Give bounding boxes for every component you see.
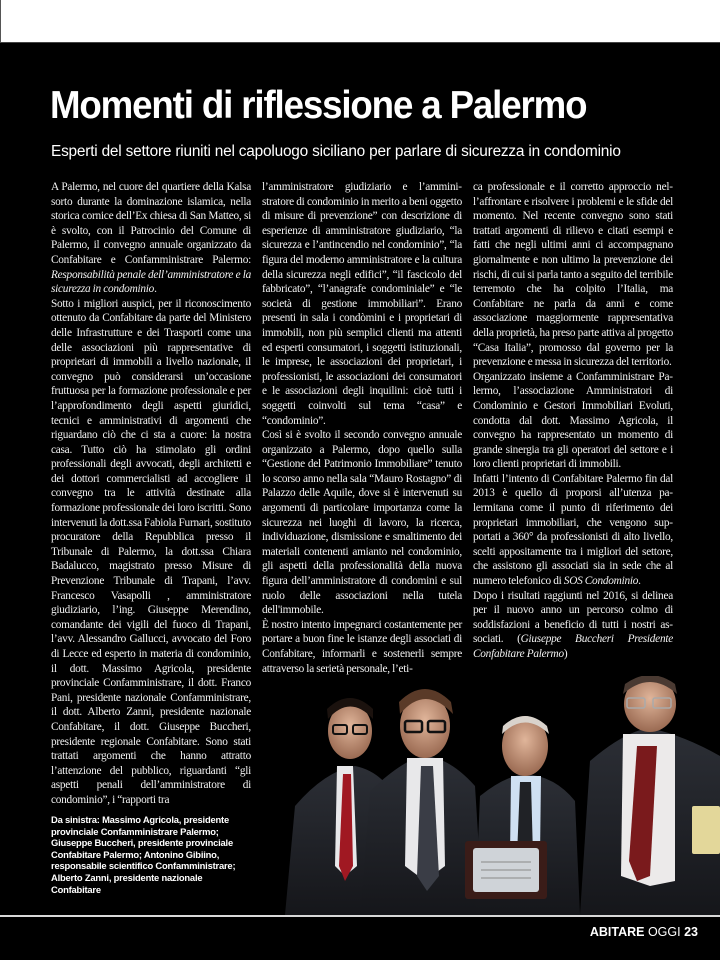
footer-rule: [0, 915, 720, 917]
text-run: .: [154, 283, 157, 296]
article-subtitle: Esperti del settore riuniti nel capoluogo siciliano per parlare di sicurezza in condominio: [51, 143, 621, 160]
top-white-strip: [0, 0, 720, 43]
paragraph: ca professionale e il corretto approccio nell’affrontare e risolvere i problemi e le sfide del momento. Nel recente convegno sono stati trattati argomenti di rilievo e citati esempi e fatti che negli ultimi anni ci accompagnano giornalmente e non ultimo la prevenzione dei rischi, di cui si parla tanto a seguito del terribile terremoto che ha colpito l’Italia, ma Confabitare ne parla da anni e come associazione maggiormente rappresentativa della proprietà, ha preso parte attiva al progetto “Casa Italia”, promosso dal governo per la prevenzione e messa in sicurezza del territorio.: [473, 181, 673, 369]
award-plaque: [465, 841, 547, 899]
italic-title: Responsabilità penale dell’amministratore e la sicurezza in condominio: [51, 268, 251, 296]
paragraph: Sotto i migliori auspici, per il riconoscimento ottenuto da Confabitare da parte del Ministero delle Infrastrutture e dei Trasporti come una delle associazioni più rappresentative di proprietari di immobili a livello nazionale, il convegno può considerarsi un’occasione fruttuosa per la formazione professionale e per l’approfondimento degli aspetti giuridici, tecnici e amministrativi di argomenti che riguardano ciò che ci sta a cuore: la nostra casa. Tutto ciò ha stimolato gli ordini professionali degli avvocati, degli architetti e dei dottori commercialisti ad accogliere il convegno tra le attività destinate alla formazione professionale dei loro iscritti. Sono intervenuti la dott.ssa Fabiola Furnari, sostituto procuratore della Repubblica presso il Tribunale di Palermo, la dott.ssa Chiara Badalucco, magistrato presso Misure di Prevenzione Tribunale di Trapani, l’avv. Francesco Vasapolli , amministratore giudiziario, l’ing. Giuseppe Merendino, comandante dei vigili del fuoco di Trapani, l’avv. Alessandro Gallucci, avvocato del Foro di Lecce ed esperto in materia di condominio, il dott. Massimo Agricola, presidente provinciale Confamministrare, il dott. Franco Pani, presidente nazionale Confamministrare, il dott. Alberto Zanni, presidente nazionale Confabitare, il dott. Giuseppe Buccheri, presidente regionale Confabitare. Sono stati trattati argomenti che hanno attratto l’attenzione del pubblico, riguardanti “gli aspetti penali dell’amministratore di condominio”, i “rapporti tra: [51, 297, 251, 806]
group-photo: [265, 676, 720, 915]
article-column-2: [262, 180, 462, 676]
text-run: Dopo i risultati raggiunti nel 2016, si delinea per il nuovo anno un percorso colmo di soddisfazioni a beneficio di tutti i nostri associati. (: [473, 589, 673, 646]
paragraph: Così si è svolto il secondo convegno annuale organizzato a Palermo, dopo quello sulla “Gestione del Patrimonio Immobiliare” tenuto lo scorso anno nella sala “Mauro Rostagno” di Palazzo delle Aquile, dove si è intervenuti su argomenti di particolare importanza come la sicurezza nei luoghi di lavoro, la ricerca, individuazione, dismissione e smaltimento dei materiali contenenti amianto nel condominio, gli aspetti della professionalità della nuova figura dell’amministratore di condomini e sul ruolo delle associazioni nella tutela dell'immobile.: [262, 429, 462, 617]
author-signature: Giuseppe Buccheri Presidente Confabitare Palermo: [473, 633, 673, 660]
page-footer: [590, 925, 698, 939]
paragraph: l’amministratore giudiziario e l’amministratore di condominio in merito a beni oggetto di misure di prevenzione” con descrizione di esperienze di amministratore giudiziario, “la sicurezza e l’antincendio nel condominio”, “la figura del moderno amministratore e la cultura della sicurezza negli edifici”, “il fascicolo del fabbricato”, “l’anagrafe condominiale” e “le società di gestione immobiliari”. Erano presenti in sala i condòmini e i proprietari di immobili, non più semplici clienti ma attenti ed esperti consumatori, i soggetti istituzionali, le imprese, le associazioni dei proprietari, i professionisti, le associazioni dei consumatori e le associazioni degli inquilini: cioè tutti i soggetti coinvolti sul tema “casa” e “condominio”.: [262, 181, 462, 427]
magazine-brand-suffix: OGGI: [647, 925, 681, 939]
text-run: Infatti l’intento di Confabitare Palermo fin dal 2013 è quello di proporsi all’utenza palermitana come il punto di riferimento dei proprietari immobiliari, che vengono supportati a 360° da professionisti di alto livello, scelti appositamente tra i migliori del settore, che assistono gli associati sia in sede che al numero telefonico di: [473, 472, 673, 588]
text-run: ): [563, 648, 568, 660]
paragraph: [51, 180, 251, 297]
article-column-3: [473, 180, 673, 662]
paragraph: [473, 589, 673, 662]
magazine-brand: ABITARE: [589, 925, 645, 939]
article-column-1: [51, 180, 251, 808]
article-title: Momenti di riflessione a Palermo: [50, 84, 587, 127]
paragraph: È nostro intento impegnarci costantemente per portare a buon fine le istanze degli associati di Confabitare, informarli e sostenerli sempre attraverso la serietà personale, l’eti-: [262, 618, 462, 675]
italic-term: SOS Condominio: [563, 575, 639, 588]
paragraph: [473, 472, 673, 589]
photo-caption: Da sinistra: Massimo Agricola, presidente provinciale Confamministrare Palermo; Giuseppe Buccheri, presidente provinciale Confabitare Palermo; Antonino Gibiino, responsabile scientifico Confamministrare; Alberto Zanni, presidente nazionale Confabitare: [51, 814, 236, 895]
text-run: .: [638, 575, 641, 588]
page-number: 23: [684, 925, 698, 939]
text-run: A Palermo, nel cuore del quartiere della Kalsa sorto durante la dominazione islamica, nella storica cornice dell’Ex chiesa di San Matteo, si è svolto, con il Patrocinio del Comune di Palermo, il convegno annuale organizzato da Confabitare e Confamministrare Palermo:: [51, 181, 251, 266]
paragraph: Organizzato insieme a Confamministrare Palermo, l’associazione Amministratori di Condominio e Gestori Immobiliari Evoluti, condotta dal dott. Massimo Agricola, il convegno ha rappresentato un momento di grande sinergia tra gli operatori del settore e i loro clienti proprietari di immobili.: [473, 370, 673, 471]
